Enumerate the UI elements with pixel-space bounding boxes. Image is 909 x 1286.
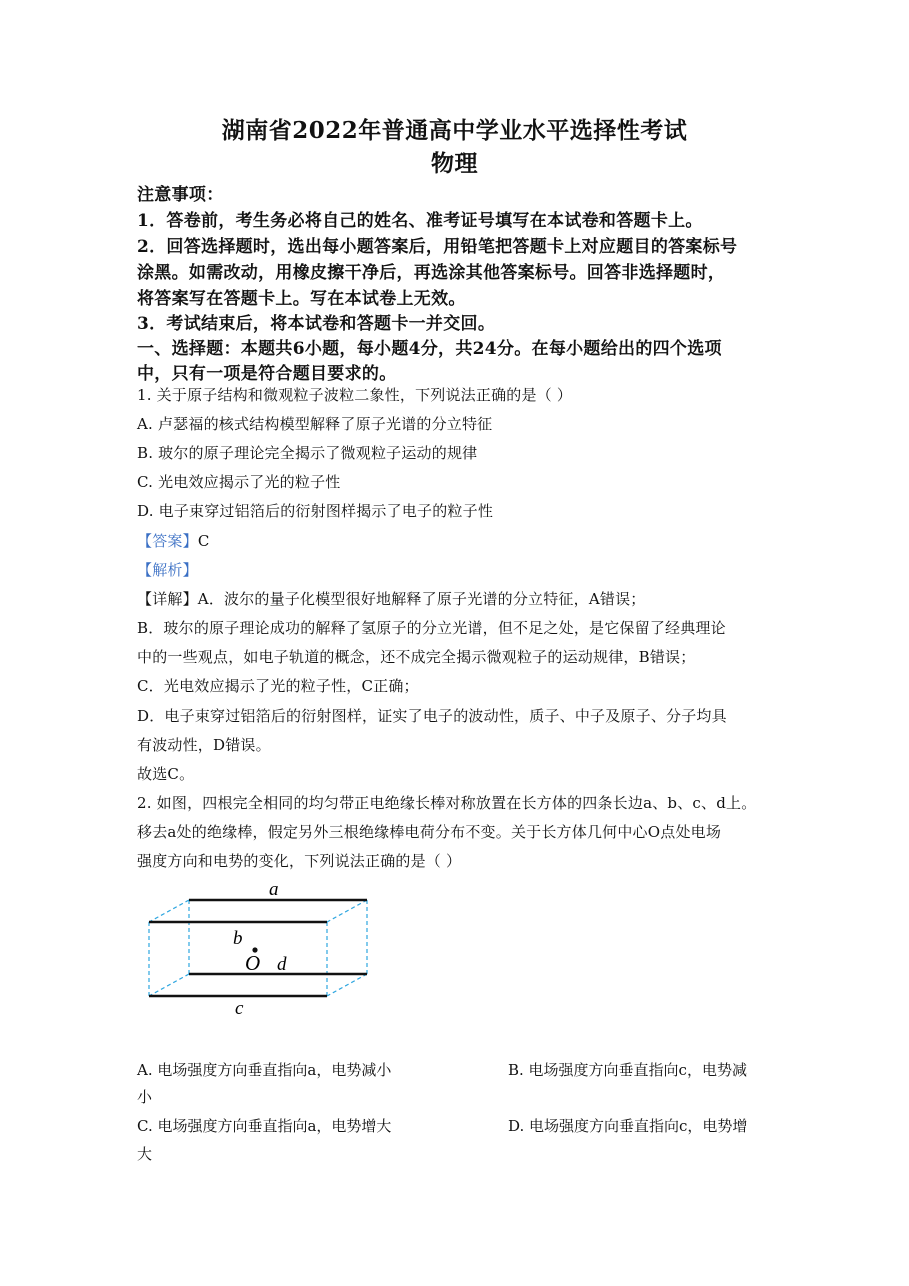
q2-option-a-cont: 小	[137, 1088, 153, 1106]
cuboid-dashed-edges	[149, 900, 367, 996]
analysis-tag: 【解析】	[137, 561, 198, 579]
q1-option-c: C. 光电效应揭示了光的粒子性	[137, 473, 341, 491]
q1-option-a: A. 卢瑟福的核式结构模型解释了原子光谱的分立特征	[137, 415, 493, 433]
q1-stem: 1. 关于原子结构和微观粒子波粒二象性，下列说法正确的是（ ）	[137, 386, 573, 404]
exam-title: 湖南省2022年普通高中学业水平选择性考试	[221, 117, 688, 144]
q1-detail-line: 中的一些观点，如电子轨道的概念，还不成完全揭示微观粒子的运动规律，B错误；	[137, 648, 696, 666]
q2-stem-line: 强度方向和电势的变化，下列说法正确的是（ ）	[137, 852, 462, 870]
notice-line: 涂黑。如需改动，用橡皮擦干净后，再选涂其他答案标号。回答非选择题时，	[137, 263, 726, 283]
notice-line: 将答案写在答题卡上。写在本试卷上无效。	[137, 289, 466, 309]
q2-option-c-cont: 大	[137, 1145, 153, 1163]
q1-detail-line: D．电子束穿过铝箔后的衍射图样，证实了电子的波动性，质子、中子及原子、分子均具	[137, 707, 727, 725]
answer-tag: 【答案】	[137, 532, 198, 550]
answer-value: C	[197, 532, 210, 550]
q2-option-d: D. 电场强度方向垂直指向c，电势增	[508, 1117, 748, 1135]
label-b: b	[233, 928, 243, 949]
q1-detail-line: B．玻尔的原子理论成功的解释了氢原子的分立光谱，但不足之处，是它保留了经典理论	[137, 619, 726, 637]
q2-option-b: B. 电场强度方向垂直指向c，电势减	[508, 1061, 747, 1079]
q2-stem-line: 2. 如图，四根完全相同的均匀带正电绝缘长棒对称放置在长方体的四条长边a、b、c、d上。	[137, 794, 757, 812]
q2-stem-line: 移去a处的绝缘棒，假定另外三根绝缘棒电荷分布不变。关于长方体几何中心O点处电场	[137, 823, 722, 841]
q2-option-c: C. 电场强度方向垂直指向a，电势增大	[137, 1117, 392, 1135]
q1-conclusion: 故选C。	[137, 765, 195, 783]
notice-line: 2．回答选择题时，选出每小题答案后，用铅笔把答题卡上对应题目的答案标号	[137, 237, 738, 257]
q1-answer	[137, 530, 210, 551]
label-o: O	[245, 951, 261, 975]
q2-option-a: A. 电场强度方向垂直指向a，电势减小	[137, 1061, 392, 1079]
notice-heading: 注意事项：	[137, 185, 224, 205]
cuboid-figure	[137, 875, 377, 1025]
section-heading-cont: 中，只有一项是符合题目要求的。	[137, 364, 397, 384]
notice-line: 3．考试结束后，将本试卷和答题卡一并交回。	[137, 314, 496, 334]
q1-option-d: D. 电子束穿过铝箔后的衍射图样揭示了电子的粒子性	[137, 502, 494, 520]
q1-detail-line: 有波动性，D错误。	[137, 736, 271, 754]
label-c: c	[235, 998, 244, 1019]
label-d: d	[277, 954, 287, 975]
q1-option-b: B. 玻尔的原子理论完全揭示了微观粒子运动的规律	[137, 444, 478, 462]
q1-detail-line: 【详解】A．波尔的量子化模型很好地解释了原子光谱的分立特征，A错误；	[137, 590, 646, 608]
section-heading: 一、选择题：本题共6小题，每小题4分，共24分。在每小题给出的四个选项	[137, 339, 722, 359]
q1-detail-line: C．光电效应揭示了光的粒子性，C正确；	[137, 677, 419, 695]
notice-line: 1．答卷前，考生务必将自己的姓名、准考证号填写在本试卷和答题卡上。	[137, 211, 703, 231]
label-a: a	[269, 879, 279, 900]
exam-subject: 物理	[431, 150, 478, 177]
